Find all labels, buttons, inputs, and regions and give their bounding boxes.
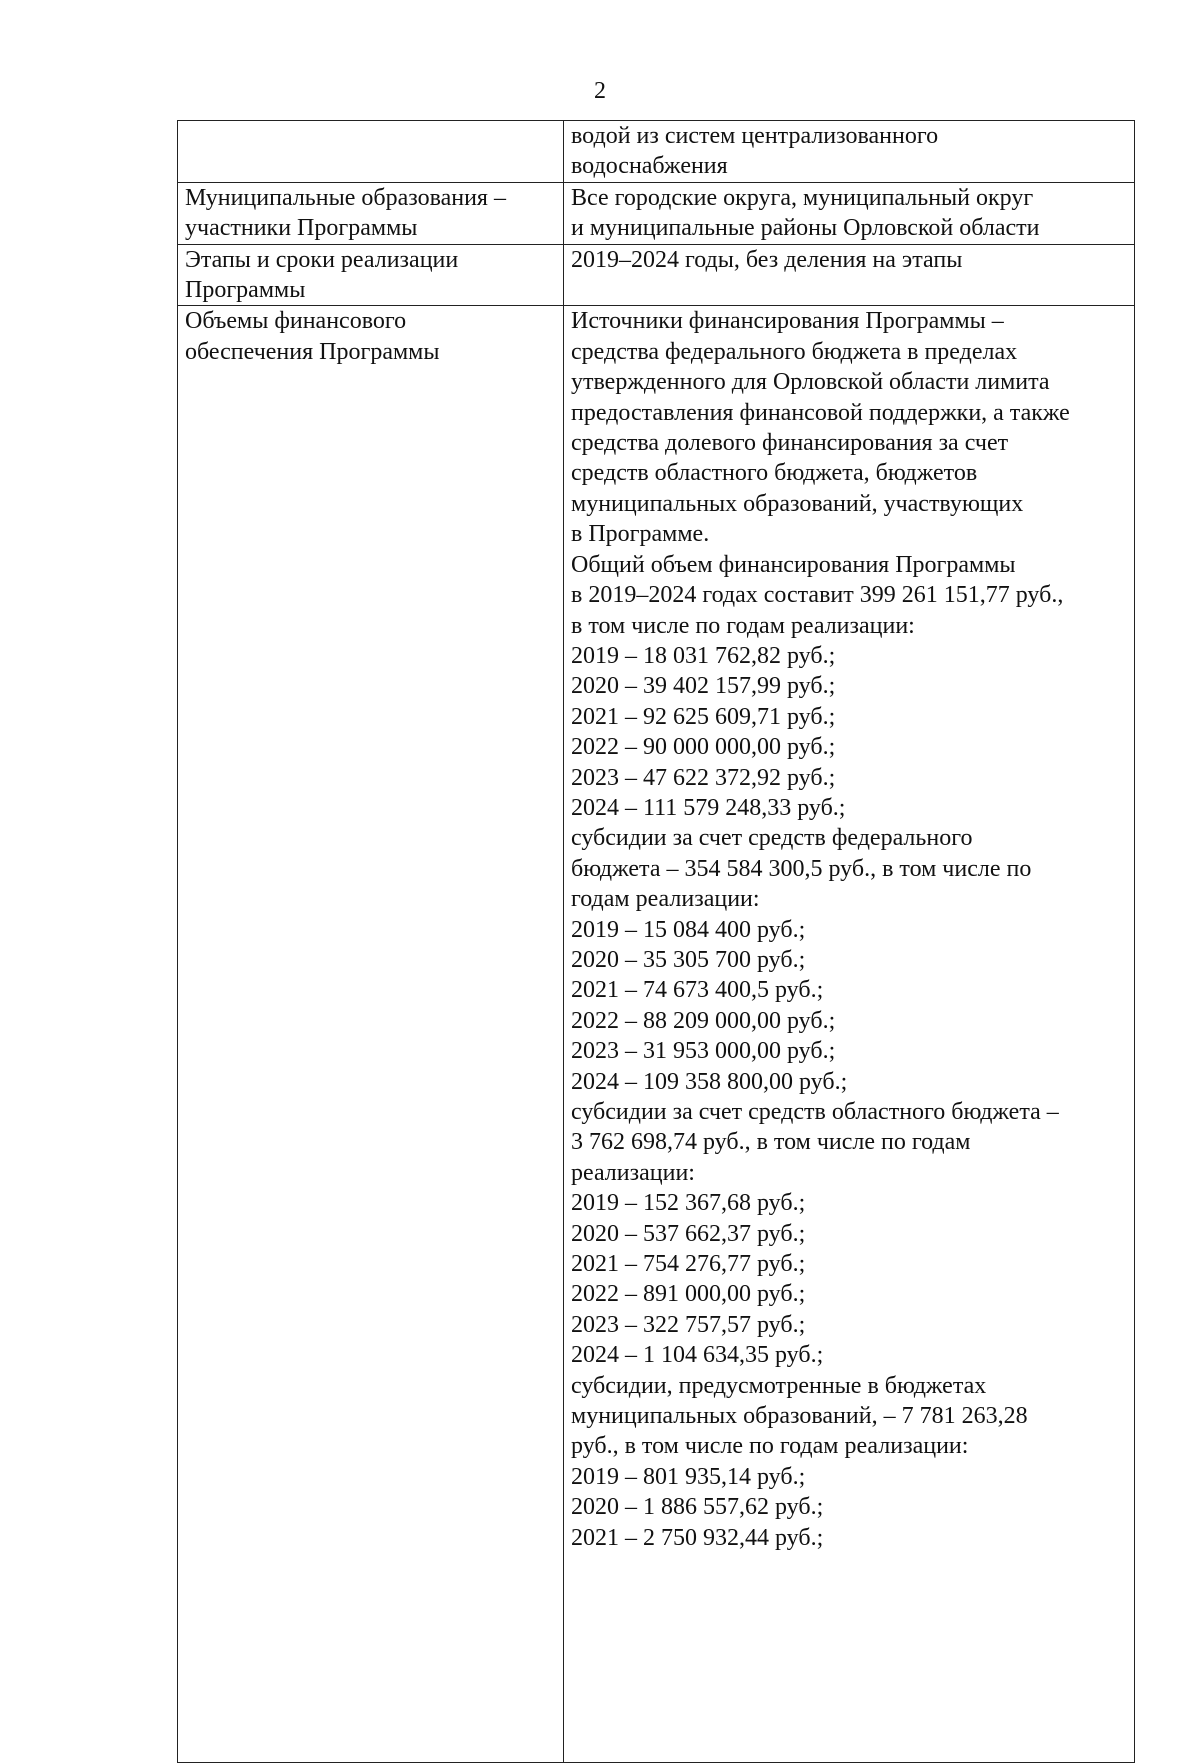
row-value-line: 2021 – 92 625 609,71 руб.; [571,703,836,730]
program-passport-table [177,120,1135,1763]
row-value-line: 2023 – 322 757,57 руб.; [571,1311,806,1338]
row-label-line: участники Программы [185,215,418,242]
row-value-line: Общий объем финансирования Программы [571,551,1016,578]
row-value-line: в том числе по годам реализации: [571,612,915,639]
row-value-line: реализации: [571,1159,695,1186]
row-value-line: 2019 – 18 031 762,82 руб.; [571,642,836,669]
page-number: 2 [594,78,606,104]
row-value-line: 2022 – 891 000,00 руб.; [571,1281,806,1308]
row-value-line: Источники финансирования Программы – [571,308,1004,335]
row-value-line: 3 762 698,74 руб., в том числе по годам [571,1129,971,1156]
row-value-line: субсидии, предусмотренные в бюджетах [571,1372,987,1399]
row-value-line: и муниципальные районы Орловской области [571,215,1040,242]
table-row [178,244,1135,306]
row-value-line: водой из систем централизованного [571,123,939,149]
row-value-line: 2021 – 74 673 400,5 руб.; [571,977,824,1004]
row-value-line: Все городские округа, муниципальный округ [571,184,1034,211]
row-value-line: средства федерального бюджета в пределах [571,338,1018,365]
row-value-line: бюджета – 354 584 300,5 руб., в том числе по [571,855,1032,882]
row-value-line: 2022 – 90 000 000,00 руб.; [571,734,836,761]
row-value-cell [564,121,1135,183]
row-value-line: 2024 – 111 579 248,33 руб.; [571,794,846,821]
row-value-line: субсидии за счет средств федерального [571,825,973,852]
table-body [178,121,1135,1763]
row-label-line: Этапы и сроки реализации [185,246,459,273]
table-row [178,121,1135,183]
row-label-line: обеспечения Программы [185,338,440,365]
row-label-line: Муниципальные образования – [185,184,506,211]
row-value-line: 2019 – 801 935,14 руб.; [571,1463,806,1490]
row-label-cell [178,306,564,1763]
row-value-line: субсидии за счет средств областного бюджета – [571,1099,1059,1125]
row-value-line: в 2019–2024 годах составит 399 261 151,77 руб., [571,582,1064,609]
row-value-line: 2021 – 2 750 932,44 руб.; [571,1524,824,1551]
row-value-line: муниципальных образований, участвующих [571,490,1024,517]
row-value-line: 2019–2024 годы, без деления на этапы [571,246,963,273]
row-value-line: утвержденного для Орловской области лимита [571,369,1050,396]
table-row [178,306,1135,1763]
row-label-cell [178,182,564,244]
row-value-cell [564,244,1135,306]
row-label-cell [178,244,564,306]
row-label-line: Программы [185,277,306,304]
row-value-line: водоснабжения [571,153,728,180]
row-value-cell [564,306,1135,1763]
table-row [178,182,1135,244]
row-value-line: 2020 – 537 662,37 руб.; [571,1220,806,1247]
row-value-cell [564,182,1135,244]
row-label-line: Объемы финансового [185,308,407,335]
row-value-line: 2024 – 1 104 634,35 руб.; [571,1342,824,1369]
row-value-line: 2020 – 1 886 557,62 руб.; [571,1494,824,1521]
row-value-line: 2023 – 31 953 000,00 руб.; [571,1038,836,1065]
row-value-line: 2019 – 15 084 400 руб.; [571,916,806,943]
row-value-line: 2020 – 35 305 700 руб.; [571,946,806,973]
row-value-line: 2019 – 152 367,68 руб.; [571,1190,806,1217]
row-value-line: 2020 – 39 402 157,99 руб.; [571,673,836,700]
row-value-line: годам реализации: [571,886,760,913]
row-value-line: 2021 – 754 276,77 руб.; [571,1251,806,1278]
row-value-line: средства долевого финансирования за счет [571,430,1009,457]
row-value-line: муниципальных образований, – 7 781 263,28 [571,1403,1028,1430]
row-value-line: средств областного бюджета, бюджетов [571,460,978,487]
row-value-line: предоставления финансовой поддержки, а также [571,399,1070,426]
row-value-line: в Программе. [571,521,710,548]
row-value-line: руб., в том числе по годам реализации: [571,1433,969,1460]
row-label-cell [178,121,564,183]
row-value-line: 2023 – 47 622 372,92 руб.; [571,764,836,791]
row-value-line: 2022 – 88 209 000,00 руб.; [571,1007,836,1034]
row-value-line: 2024 – 109 358 800,00 руб.; [571,1068,848,1095]
